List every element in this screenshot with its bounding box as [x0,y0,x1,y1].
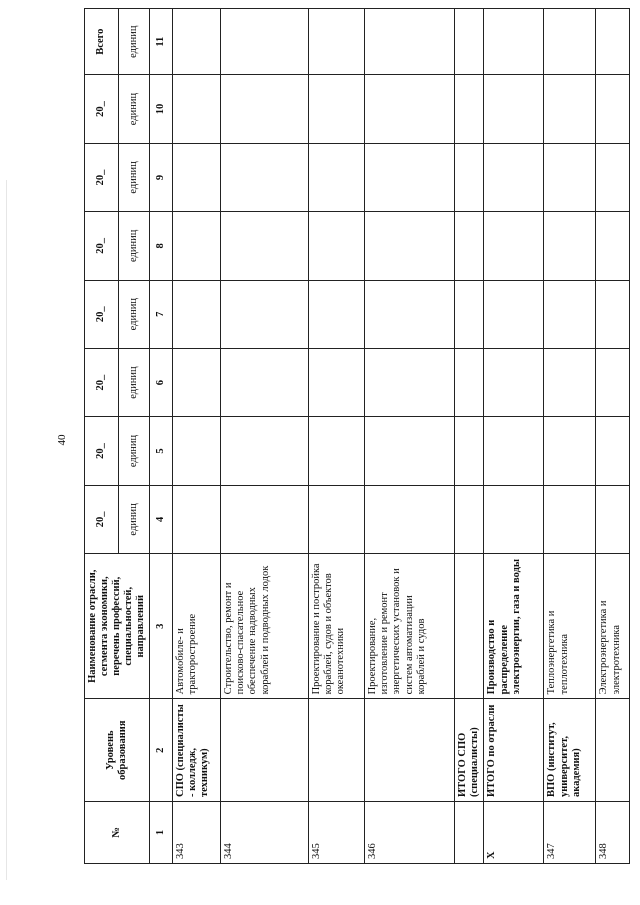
row-level: СПО (специалисты - колледж, техникум) [173,699,221,802]
value-cell [221,143,309,211]
row-level [365,699,455,802]
value-cell [309,75,365,143]
header-unit: единиц [118,212,150,280]
table-row [455,9,484,864]
value-cell [221,212,309,280]
row-name: Строительство, ремонт и поисково-спасательное обеспечение надводных кораблей и подводных лодок [221,554,309,699]
header-year: 20_ [85,485,119,553]
value-cell [365,143,455,211]
row-level: ИТОГО СПО (специалисты) [455,699,484,802]
value-cell [544,143,596,211]
value-cell [309,212,365,280]
value-cell [596,348,630,416]
header-unit: единиц [118,485,150,553]
value-cell [544,9,596,75]
value-cell [221,485,309,553]
value-cell [596,9,630,75]
value-cell [455,417,484,485]
header-total: Всего [85,9,119,75]
row-name: Производство и распределение электроэнергии, газа и воды [484,554,544,699]
row-level [309,699,365,802]
value-cell [484,75,544,143]
column-number: 7 [150,280,173,348]
value-cell [544,417,596,485]
header-unit: единиц [118,9,150,75]
header-unit: единиц [118,417,150,485]
value-cell [544,485,596,553]
value-cell [596,280,630,348]
value-cell [221,280,309,348]
row-level [221,699,309,802]
value-cell [455,212,484,280]
row-name [455,554,484,699]
row-num: 347 [544,802,596,864]
header-year: 20_ [85,348,119,416]
value-cell [455,280,484,348]
page-number: 40 [56,434,68,446]
value-cell [365,348,455,416]
value-cell [484,348,544,416]
column-number: 11 [150,9,173,75]
row-num: 348 [596,802,630,864]
value-cell [309,485,365,553]
value-cell [596,75,630,143]
value-cell [309,348,365,416]
column-number: 2 [150,699,173,802]
value-cell [365,75,455,143]
value-cell [221,9,309,75]
table-row [544,9,596,864]
value-cell [173,485,221,553]
row-num: 346 [365,802,455,864]
header-year: 20_ [85,212,119,280]
value-cell [309,143,365,211]
value-cell [173,143,221,211]
value-cell [173,280,221,348]
value-cell [484,9,544,75]
value-cell [455,485,484,553]
value-cell [309,280,365,348]
value-cell [484,212,544,280]
table-body [173,9,630,864]
value-cell [484,143,544,211]
header-unit: единиц [118,75,150,143]
value-cell [544,212,596,280]
value-cell [596,212,630,280]
value-cell [173,348,221,416]
value-cell [455,348,484,416]
row-num: 344 [221,802,309,864]
value-cell [484,417,544,485]
header-name: Наименование отрасли, сегмента экономики, перечень профессий, специальностей, направлений [85,554,150,699]
row-level [596,699,630,802]
value-cell [173,212,221,280]
value-cell [484,280,544,348]
row-num: 345 [309,802,365,864]
value-cell [365,485,455,553]
table-row [596,9,630,864]
value-cell [365,212,455,280]
column-number: 8 [150,212,173,280]
value-cell [544,75,596,143]
value-cell [596,417,630,485]
header-num: № [85,802,150,864]
value-cell [365,417,455,485]
column-number: 6 [150,348,173,416]
row-level: ИТОГО по отрасли [484,699,544,802]
table-row [309,9,365,864]
value-cell [221,348,309,416]
header-unit: единиц [118,280,150,348]
row-level: ВПО (институт, университет, академия) [544,699,596,802]
row-name: Электроэнергетика и электротехника [596,554,630,699]
value-cell [596,143,630,211]
table-row [484,9,544,864]
value-cell [455,143,484,211]
row-name: Проектирование, изготовление и ремонт энергетических установок и систем автоматизации кораблей и судов [365,554,455,699]
value-cell [455,9,484,75]
rotated-table-frame [84,8,636,864]
column-number: 4 [150,485,173,553]
column-number: 3 [150,554,173,699]
column-number: 10 [150,75,173,143]
value-cell [173,9,221,75]
table-row [365,9,455,864]
row-num: X [484,802,544,864]
header-year: 20_ [85,280,119,348]
value-cell [173,75,221,143]
value-cell [365,9,455,75]
table-row [221,9,309,864]
row-name: Проектирование и постройка кораблей, судов и объектов океанотехники [309,554,365,699]
row-num [455,802,484,864]
column-number: 1 [150,802,173,864]
row-num: 343 [173,802,221,864]
header-level: Уровень образования [85,699,150,802]
value-cell [484,485,544,553]
column-number: 5 [150,417,173,485]
table-row [173,9,221,864]
row-name: Теплоэнергетика и теплотехника [544,554,596,699]
value-cell [365,280,455,348]
column-number: 9 [150,143,173,211]
value-cell [596,485,630,553]
scan-edge-line [6,180,7,880]
value-cell [544,348,596,416]
header-unit: единиц [118,348,150,416]
value-cell [221,75,309,143]
value-cell [309,9,365,75]
header-year: 20_ [85,417,119,485]
header-year: 20_ [85,143,119,211]
row-name: Автомобиле- и тракторостроение [173,554,221,699]
header-year: 20_ [85,75,119,143]
value-cell [544,280,596,348]
value-cell [221,417,309,485]
value-cell [455,75,484,143]
value-cell [173,417,221,485]
education-table [84,8,630,864]
header-unit: единиц [118,143,150,211]
value-cell [309,417,365,485]
rotated-table-wrapper [84,8,636,864]
